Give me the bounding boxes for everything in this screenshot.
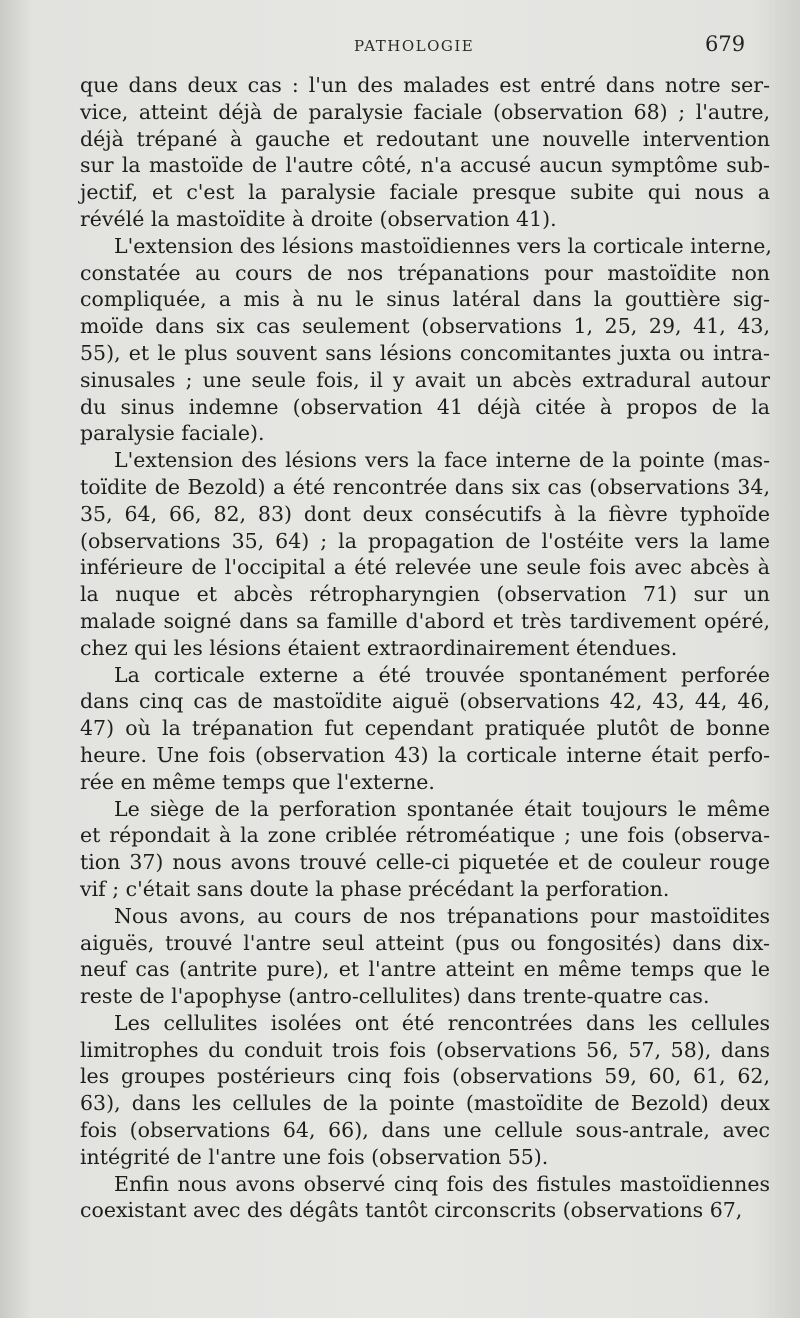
text-line: vice, atteint déjà de paralysie faciale (observation 68) ; l'autre, <box>80 99 770 124</box>
paragraph <box>80 447 770 661</box>
text-line: Enfin nous avons observé cinq fois des fistules mastoïdiennes <box>114 1171 770 1196</box>
text-line: Nous avons, au cours de nos trépanations pour mastoïdites <box>114 903 770 928</box>
text-line: Le siège de la perforation spontanée était toujours le même <box>114 796 770 821</box>
paragraph <box>80 903 770 1010</box>
text-line: reste de l'apophyse (antro-cellulites) dans trente-quatre cas. <box>80 984 710 1009</box>
text-line: L'extension des lésions vers la face interne de la pointe (mas- <box>114 448 770 473</box>
text-line: coexistant avec des dégâts tantôt circonscrits (observations 67, <box>80 1198 743 1223</box>
text-line: fois (observations 64, 66), dans une cellule sous-antrale, avec <box>80 1118 770 1143</box>
text-line: moïde dans six cas seulement (observations 1, 25, 29, 41, 43, <box>80 314 770 339</box>
text-line: sur la mastoïde de l'autre côté, n'a accusé aucun symptôme sub- <box>80 153 770 178</box>
text-line: déjà trépané à gauche et redoutant une nouvelle intervention <box>80 126 770 151</box>
body-text <box>80 72 770 1224</box>
paragraph <box>80 1010 770 1171</box>
text-line: les groupes postérieurs cinq fois (observations 59, 60, 61, 62, <box>80 1064 770 1089</box>
text-line: compliquée, a mis à nu le sinus latéral dans la gouttière sig- <box>80 287 770 312</box>
text-line: rée en même temps que l'externe. <box>80 769 435 794</box>
text-line: constatée au cours de nos trépanations pour mastoïdite non <box>80 260 770 285</box>
text-line: vif ; c'était sans doute la phase précédant la perforation. <box>80 876 670 901</box>
text-line: Les cellulites isolées ont été rencontrées dans les cellules <box>114 1010 770 1035</box>
text-line: 63), dans les cellules de la pointe (mastoïdite de Bezold) deux <box>80 1091 770 1116</box>
running-title: PATHOLOGIE <box>354 37 475 55</box>
text-line: limitrophes du conduit trois fois (observations 56, 57, 58), dans <box>80 1037 770 1062</box>
paragraph <box>80 72 770 233</box>
text-line: du sinus indemne (observation 41 déjà citée à propos de la <box>80 394 770 419</box>
text-line: intégrité de l'antre une fois (observation 55). <box>80 1144 549 1169</box>
text-line: que dans deux cas : l'un des malades est entré dans notre ser- <box>80 73 770 97</box>
page-number: 679 <box>705 32 746 56</box>
paragraph <box>80 796 770 903</box>
text-line: la nuque et abcès rétropharyngien (observation 71) sur un <box>80 582 770 607</box>
text-line: et répondait à la zone criblée rétroméatique ; une fois (observa- <box>80 823 770 848</box>
text-line: toïdite de Bezold) a été rencontrée dans six cas (observations 34, <box>80 474 770 499</box>
text-line: chez qui les lésions étaient extraordinairement étendues. <box>80 635 678 660</box>
text-line: heure. Une fois (observation 43) la corticale interne était perfo- <box>80 742 770 767</box>
paragraph <box>80 662 770 796</box>
running-head <box>0 30 800 60</box>
text-line: neuf cas (antrite pure), et l'antre atteint en même temps que le <box>80 957 770 982</box>
text-line: tion 37) nous avons trouvé celle-ci piquetée et de couleur rouge <box>80 850 770 875</box>
text-line: jectif, et c'est la paralysie faciale presque subite qui nous a <box>80 180 770 205</box>
text-line: 55), et le plus souvent sans lésions concomitantes juxta ou intra- <box>80 340 770 365</box>
text-line: 35, 64, 66, 82, 83) dont deux consécutifs à la fièvre typhoïde <box>80 501 770 526</box>
text-line: aiguës, trouvé l'antre seul atteint (pus ou fongosités) dans dix- <box>80 930 770 955</box>
paragraph <box>80 233 770 447</box>
text-line: 47) où la trépanation fut cependant pratiquée plutôt de bonne <box>80 716 770 741</box>
text-line: malade soigné dans sa famille d'abord et très tardivement opéré, <box>80 608 770 633</box>
text-line: inférieure de l'occipital a été relevée une seule fois avec abcès à <box>80 555 770 580</box>
text-line: révélé la mastoïdite à droite (observation 41). <box>80 206 557 231</box>
text-line: sinusales ; une seule fois, il y avait un abcès extradural autour <box>80 367 770 392</box>
text-line: (observations 35, 64) ; la propagation de l'ostéite vers la lame <box>80 528 770 553</box>
paragraph <box>80 1171 770 1225</box>
text-line: paralysie faciale). <box>80 421 265 446</box>
text-line: dans cinq cas de mastoïdite aiguë (observations 42, 43, 44, 46, <box>80 689 770 714</box>
text-line: La corticale externe a été trouvée spontanément perforée <box>114 662 770 687</box>
text-line: L'extension des lésions mastoïdiennes vers la corticale interne, <box>114 233 772 258</box>
